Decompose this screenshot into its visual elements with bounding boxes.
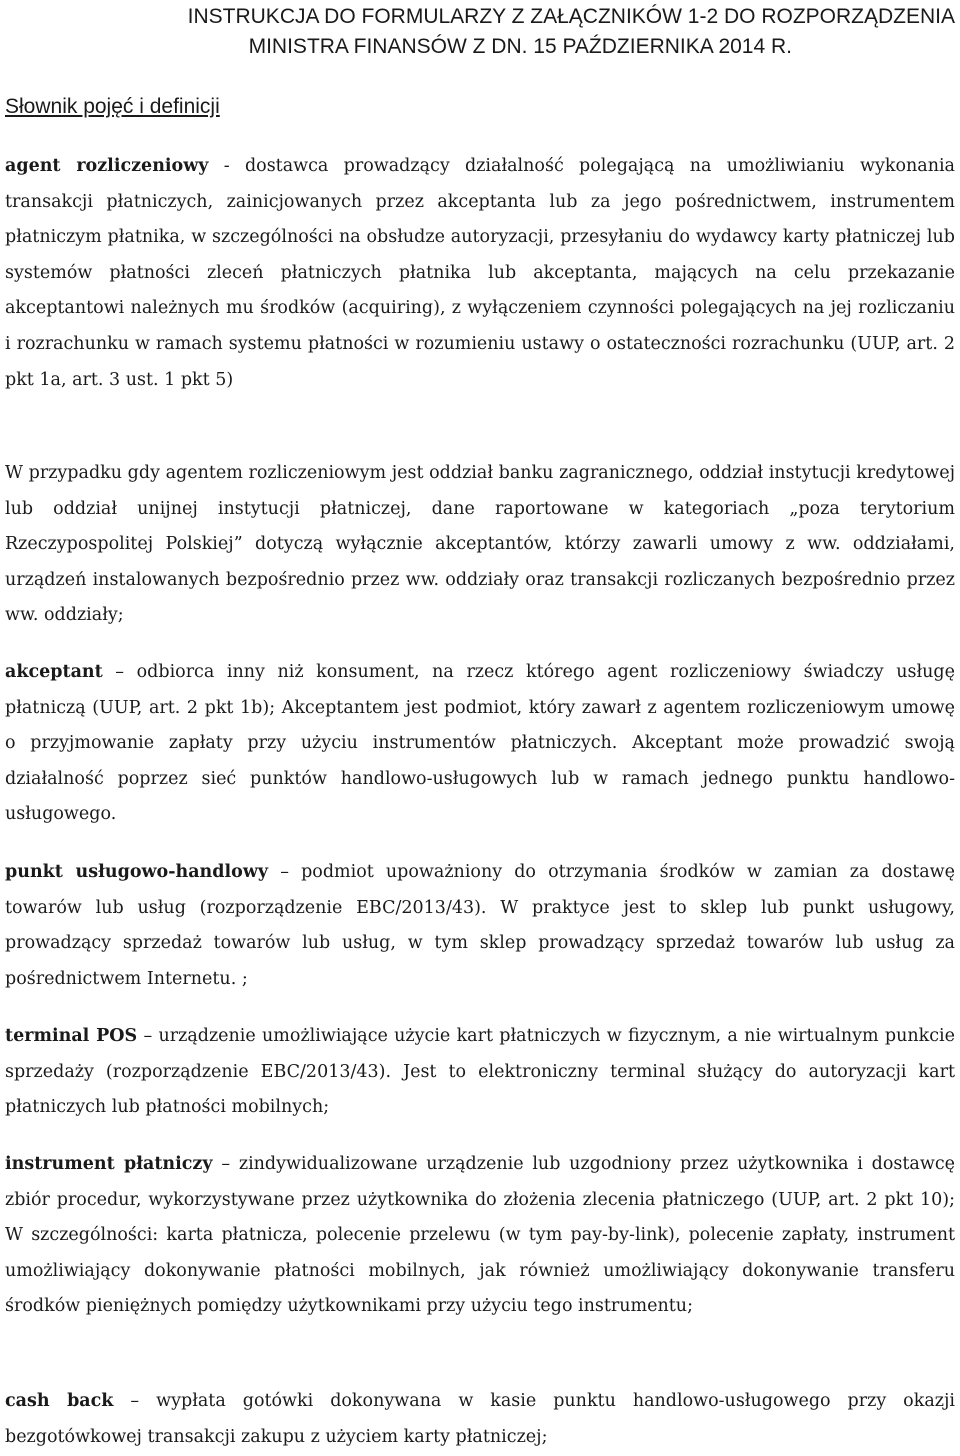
term-instrument-platniczy: instrument płatniczy: [5, 1154, 213, 1174]
document-header: [0, 2, 955, 62]
term-agent-rozliczeniowy: agent rozliczeniowy: [5, 156, 209, 176]
definition-text: – podmiot upoważniony do otrzymania środków w zamian za dostawę towarów lub usług (rozporządzenie EBC/2013/43). W praktyce jest to sklep lub punkt usługowy, prowadzący sprzedaż towarów lub usług, w tym sklep prowadzący sprzedaż towarów lub usług za pośrednictwem Internetu. ;: [5, 862, 955, 989]
definition-akceptant: [5, 655, 955, 833]
term-terminal-pos: terminal POS: [5, 1026, 138, 1046]
definition-instrument-platniczy: [5, 1147, 955, 1325]
definition-text: – odbiorca inny niż konsument, na rzecz którego agent rozliczeniowy świadczy usługę płatniczą (UUP, art. 2 pkt 1b); Akceptantem jest podmiot, który zawarł z agentem rozliczeniowym umowę o przyjmowanie zapłaty przy użyciu instrumentów płatniczych. Akceptant może prowadzić swoją działalność poprzez sieć punktów handlowo-usługowych lub w ramach jednego punktu handlowo-usługowego.: [5, 662, 955, 825]
header-line-1: INSTRUKCJA DO FORMULARZY Z ZAŁĄCZNIKÓW 1-2 DO ROZPORZĄDZENIA: [187, 5, 955, 28]
term-cash-back: cash back: [5, 1391, 114, 1411]
section-title: Słownik pojęć i definicji: [5, 95, 220, 118]
definition-text: – zindywidualizowane urządzenie lub uzgodniony przez użytkownika i dostawcę zbiór procedur, wykorzystywane przez użytkownika do złożenia zlecenia płatniczego (UUP, art. 2 pkt 10); W szczególności: karta płatnicza, polecenie przelewu (w tym pay-by-link), polecenie zapłaty, instrument umożliwiający dokonywanie płatności mobilnych, jak również umożliwiający dokonywanie transferu środków pieniężnych pomiędzy użytkownikami przy użyciu tego instrumentu;: [5, 1154, 955, 1317]
term-akceptant: akceptant: [5, 662, 103, 682]
term-punkt-uslugowo-handlowy: punkt usługowo-handlowy: [5, 862, 269, 882]
definition-text: – urządzenie umożliwiające użycie kart płatniczych w fizycznym, a nie wirtualnym punkcie sprzedaży (rozporządzenie EBC/2013/43). Jest to elektroniczny terminal służący do autoryzacji kart płatniczych lub płatności mobilnych;: [5, 1026, 955, 1118]
header-line-2: MINISTRA FINANSÓW Z DN. 15 PAŹDZIERNIKA 2014 R.: [248, 35, 792, 58]
definition-agent-rozliczeniowy: [5, 149, 955, 398]
definition-terminal-pos: [5, 1019, 955, 1126]
definition-cash-back: [5, 1384, 955, 1455]
definition-text: - dostawca prowadzący działalność polegającą na umożliwianiu wykonania transakcji płatniczych, zainicjowanych przez akceptanta lub za jego pośrednictwem, instrumentem płatniczym płatnika, w szczególności na obsłudze autoryzacji, przesyłaniu do wydawcy karty płatniczej lub systemów płatności zleceń płatniczych płatnika lub akceptanta, mających na celu przekazanie akceptantowi należnych mu środków (acquiring), z wyłączeniem czynności polegających na jej rozliczaniu i rozrachunku w ramach systemu płatności w rozumieniu ustawy o ostateczności rozrachunku (UUP, art. 2 pkt 1a, art. 3 ust. 1 pkt 5): [5, 156, 955, 390]
definition-text: – wypłata gotówki dokonywana w kasie punktu handlowo-usługowego przy okazji bezgotówkowej transakcji zakupu z użyciem karty płatniczej;: [5, 1391, 955, 1447]
definition-punkt-uslugowo-handlowy: [5, 855, 955, 997]
agent-note-paragraph: W przypadku gdy agentem rozliczeniowym jest oddział banku zagranicznego, oddział instytucji kredytowej lub oddział unijnej instytucji płatniczej, dane raportowane w kategoriach „poza terytorium Rzeczypospolitej Polskiej” dotyczą wyłącznie akceptantów, którzy zawarli umowy z ww. oddziałami, urządzeń instalowanych bezpośrednio przez ww. oddziały oraz transakcji rozliczanych bezpośrednio przez ww. oddziały;: [5, 463, 955, 626]
